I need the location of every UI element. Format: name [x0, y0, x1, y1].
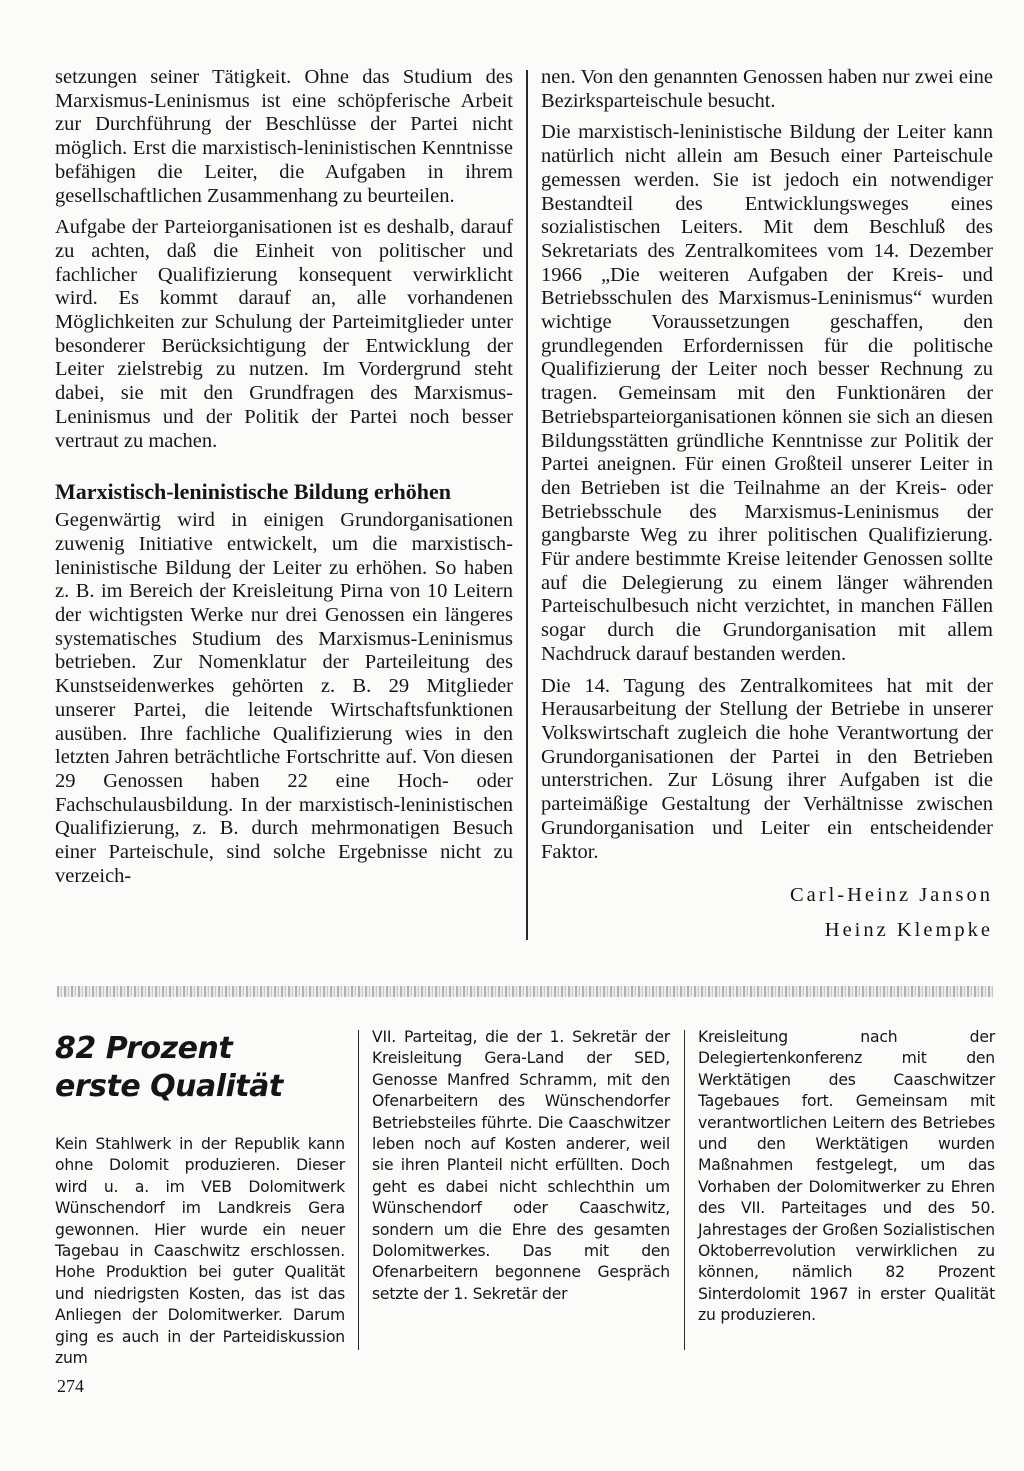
column-divider: [684, 1030, 685, 1350]
body-paragraph: Kreisleitung nach der Delegiertenkonferenz mit den Werktätigen des Caaschwitzer Tagebaues fort. Gemeinsam mit verantwortlichen Leitern des Betriebes und den Werktätigen wurden Maßnahmen festgelegt, um das Vorhaben der Dolomitwerker zu Ehren des VII. Parteitages und des 50. Jahrestages der Großen Sozialistischen Oktoberrevolution verwirklichen zu können, nämlich 82 Prozent Sinterdolomit 1967 in erster Qualität zu produzieren.: [698, 1028, 995, 1325]
body-paragraph: Gegenwärtig wird in einigen Grundorganisationen zuwenig Initiative entwickelt, um die marxistisch-leninistische Bildung der Leiter zu erhöhen. So haben z. B. im Bereich der Kreisleitung Pirna von 10 Leitern der wichtigsten Werke nur drei Genossen ein längeres systematisches Studium des Marxismus-Leninismus betrieben. Zur Nomenklatur der Parteileitung des Kunstseidenwerkes gehörten z. B. 29 Mitglieder unserer Partei, die leitende Wirtschaftsfunktionen ausüben. Ihre fachliche Qualifizierung wies in den letzten Jahren beträchtliche Fortschritte auf. Von diesen 29 Genossen haben 22 eine Hoch- oder Fachschulausbildung. In der marxistisch-leninistischen Qualifizierung, z. B. durch mehrmonatigen Besuch einer Parteischule, sind solche Ergebnisse nicht zu verzeich-: [55, 509, 513, 887]
news-column-3: [698, 1027, 995, 1327]
headline-line: erste Qualität: [55, 1069, 283, 1104]
section-heading: Marxistisch-leninistische Bildung erhöhen: [55, 479, 452, 505]
column-divider: [358, 1030, 359, 1350]
article-column-left: [55, 66, 513, 889]
author-name: Heinz Klempke: [824, 919, 993, 942]
body-paragraph: setzungen seiner Tätigkeit. Ohne das Studium des Marxismus-Leninismus ist eine schöpferische Arbeit zur Durchführung der Beschlüsse der Partei nicht möglich. Erst die marxistisch-leninistischen Kenntnisse befähigen die Leiter, die Aufgaben in ihrem gesellschaftlichen Zusammenhang zu beurteilen.: [55, 66, 513, 207]
column-divider: [526, 70, 528, 940]
article-headline: [55, 1030, 345, 1106]
author-name: Carl-Heinz Janson: [790, 884, 993, 907]
body-paragraph: Kein Stahlwerk in der Republik kann ohne Dolomit produzieren. Dieser wird u. a. im VEB Dolomitwerk Wünschendorf im Landkreis Gera gewonnen. Hier wurde ein neuer Tagebau in Caaschwitz erschlossen. Hohe Produktion bei guter Qualität und niedrigsten Kosten, das ist das Anliegen der Dolomitwerker. Darum ging es auch in der Parteidiskussion zum: [55, 1135, 345, 1368]
body-paragraph: Die marxistisch-leninistische Bildung der Leiter kann natürlich nicht allein am Besuch einer Parteischule gemessen werden. Sie ist jedoch ein notwendiger Bestandteil des Entwicklungsweges eines sozialistischen Leiters. Mit dem Beschluß des Sekretariats des Zentralkomitees vom 14. Dezember 1966 „Die weiteren Aufgaben der Kreis- und Betriebsschulen des Marxismus-Leninismus“ wurden wichtige Voraussetzungen geschaffen, den grundlegenden Erfordernissen für die politische Qualifizierung der Leiter noch besser Rechnung zu tragen. Gemeinsam mit den Funktionären der Betriebsparteiorganisationen können sie sich an diesen Bildungsstätten gründliche Kenntnisse zur Politik der Partei aneignen. Für einen Großteil unserer Leiter in den Betrieben ist die Teilnahme an der Kreis- oder Betriebsschule des Marxismus-Leninismus der gangbarste Weg zu ihrer politischen Qualifizierung. Für andere bestimmte Kreise leitender Genossen sollte auf die Delegierung zu einem länger währenden Parteischulbesuch nicht verzichtet, in manchen Fällen sogar durch die Grundorganisation mit allem Nachdruck darauf bestanden werden.: [541, 121, 993, 665]
body-paragraph: Aufgabe der Parteiorganisationen ist es deshalb, darauf zu achten, daß die Einheit von politischer und fachlicher Qualifizierung konsequent verwirklicht wird. Es kommt darauf an, alle vorhandenen Möglichkeiten zur Schulung der Parteimitglieder unter besonderer Berücksichtigung der Entwicklung der Leiter zielstrebig zu nutzen. Im Vordergrund steht dabei, sie mit den Grundfragen des Marxismus-Leninismus und der Politik der Partei noch besser vertraut zu machen.: [55, 216, 513, 452]
body-paragraph: nen. Von den genannten Genossen haben nur zwei eine Bezirksparteischule besucht.: [541, 66, 993, 112]
body-paragraph: Die 14. Tagung des Zentralkomitees hat mit der Herausarbeitung der Stellung der Betriebe in unserer Volkswirtschaft zugleich die hohe Verantwortung der Grundorganisationen der Partei in den Betrieben unterstrichen. Zur Lösung ihrer Aufgaben ist die parteimäßige Gestaltung der Verhältnisse zwischen Grundorganisation und Leiter ein entscheidender Faktor.: [541, 674, 993, 863]
article-column-right: [541, 66, 993, 944]
news-column-2: [372, 1027, 670, 1305]
headline-line: 82 Prozent: [55, 1031, 233, 1066]
section-separator: [57, 986, 993, 997]
body-paragraph: VII. Parteitag, die der 1. Sekretär der Kreisleitung Gera-Land der SED, Genosse Manfred Schramm, mit den Ofenarbeitern des Wünschendorfer Betriebsteiles führte. Die Caaschwitzer leben noch auf Kosten anderer, weil sie ihren Planteil nicht erfüllten. Doch geht es dabei nicht schlechthin um Wünschendorf oder Caaschwitz, sondern um die Ehre des gesamten Dolomitwerkes. Das mit den Ofenarbeitern begonnene Gespräch setzte der 1. Sekretär der: [372, 1028, 670, 1303]
page-number: 274: [57, 1376, 84, 1396]
news-column-1: [55, 1134, 345, 1369]
